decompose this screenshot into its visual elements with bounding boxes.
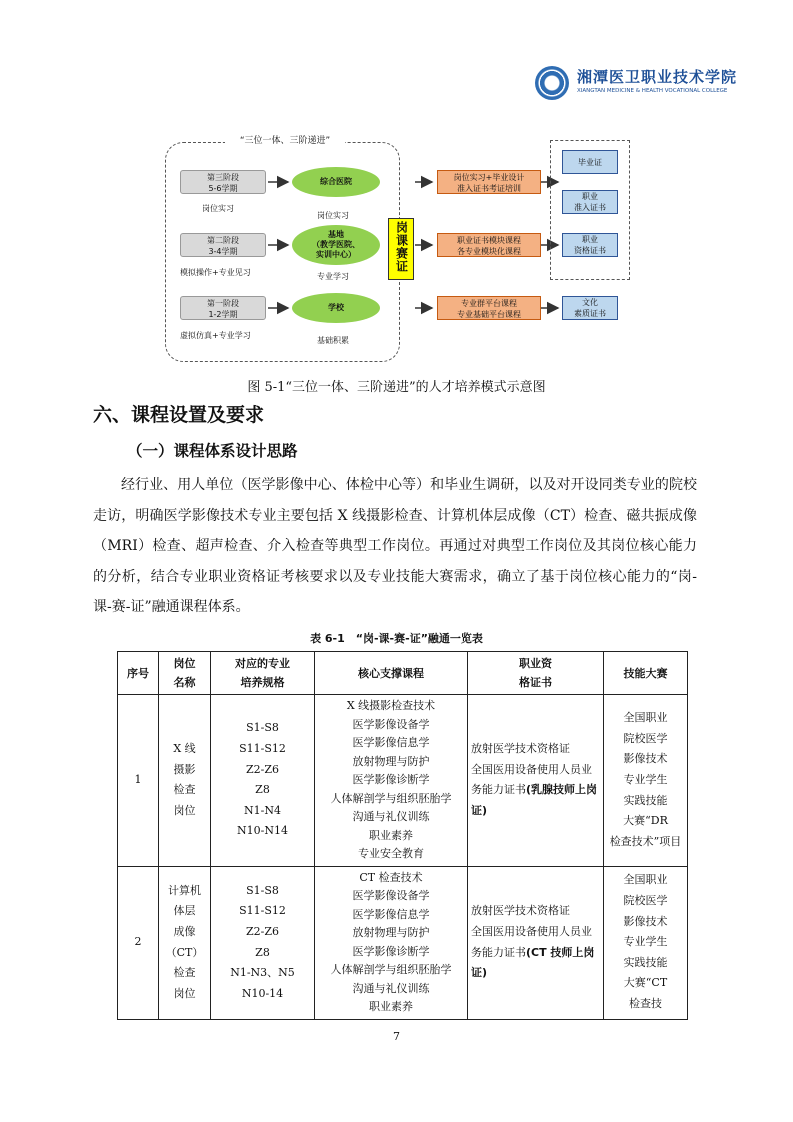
- place-ellipse: 基地 （教学医院、 实训中心）: [292, 225, 380, 265]
- course-box: 岗位实习+毕业设计 准入证书考证培训: [437, 170, 541, 194]
- certificate-text: 放射医学技术资格证 全国医用设备使用人员业务能力证书: [471, 904, 592, 959]
- college-name-cn: 湘潭医卫职业技术学院: [577, 68, 738, 86]
- frame-label: “三位一体、三阶递进”: [225, 133, 345, 149]
- header-cell: 对应的专业 培养规格: [211, 652, 315, 695]
- header-cell: 职业资 格证书: [468, 652, 604, 695]
- course-box: 职业证书模块课程 各专业模块化课程: [437, 233, 541, 257]
- core-courses: X 线摄影检查技术 医学影像设备学 医学影像信息学 放射物理与防护 医学影像诊断学 人体解剖学与组织胚胎学 沟通与礼仪训练 职业素养 专业安全教育: [315, 695, 468, 867]
- stage-box: [180, 170, 266, 194]
- college-emblem-icon: [535, 66, 569, 100]
- place-ellipse: 综合医院: [292, 167, 380, 197]
- stage-semesters: 3-4学期: [208, 247, 238, 256]
- subsection-heading: （一）课程体系设计思路: [127, 442, 298, 460]
- college-name-en: XIANGTAN MEDICINE & HEALTH VOCATIONAL COLLEGE: [577, 88, 728, 94]
- certificate-highlight: (CT 技师上岗证): [471, 945, 595, 980]
- college-logo: [535, 66, 765, 106]
- page-number: 7: [393, 1030, 400, 1043]
- post-name: X 线 摄影 检查 岗位: [159, 695, 211, 867]
- stage-box: [180, 233, 266, 257]
- culture-certificate-box: 文化 素质证书: [562, 296, 618, 320]
- stage-title: 第一阶段: [207, 299, 239, 308]
- stage-caption: 岗位实习: [202, 204, 234, 213]
- row-number: 2: [118, 866, 159, 1019]
- stage-box: [180, 296, 266, 320]
- training-model-diagram: [160, 130, 640, 365]
- training-specs: S1-S8 S11-S12 Z2-Z6 Z8 N1-N3、N5 N10-14: [211, 866, 315, 1019]
- place-ellipse: 学校: [292, 293, 380, 323]
- header-cell: 核心支撑课程: [315, 652, 468, 695]
- post-name: 计算机 体层 成像 （CT） 检查 岗位: [159, 866, 211, 1019]
- training-specs: S1-S8 S11-S12 Z2-Z6 Z8 N1-N4 N10-N14: [211, 695, 315, 867]
- stage-caption: 虚拟仿真+专业学习: [180, 331, 251, 340]
- skills-contest: 全国职业 院校医学 影像技术 专业学生 实践技能 大赛“DR 检查技术”项目: [604, 695, 688, 867]
- post-course-contest-cert-label: [388, 218, 414, 280]
- certificate-box: 毕业证: [562, 150, 618, 174]
- skills-contest: 全国职业 院校医学 影像技术 专业学生 实践技能 大赛“CT 检查技: [604, 866, 688, 1019]
- section-heading: 六、课程设置及要求: [93, 404, 265, 426]
- header-cell: 岗位 名称: [159, 652, 211, 695]
- stage-semesters: 1-2学期: [208, 310, 238, 319]
- certificate-box: 职业 准入证书: [562, 190, 618, 214]
- table-caption: 表 6-1 “岗-课-赛-证”融通一览表: [310, 632, 483, 645]
- qualification-certificates: [468, 866, 604, 1019]
- stage-semesters: 5-6学期: [208, 184, 238, 193]
- figure-caption: 图 5-1“三位一体、三阶递进”的人才培养模式示意图: [247, 380, 546, 395]
- header-cell: 序号: [118, 652, 159, 695]
- core-courses: CT 检查技术 医学影像设备学 医学影像信息学 放射物理与防护 医学影像诊断学 人体解剖学与组织胚胎学 沟通与礼仪训练 职业素养: [315, 866, 468, 1019]
- place-caption: 基础积累: [317, 336, 349, 345]
- table-header-row: [118, 652, 688, 695]
- table-row: [118, 866, 688, 1019]
- post-course-contest-cert-table: [117, 651, 688, 1020]
- certificate-highlight: (乳腺技师上岗证): [471, 783, 598, 817]
- course-box: 专业群平台课程 专业基础平台课程: [437, 296, 541, 320]
- place-caption: 岗位实习: [317, 211, 349, 220]
- table-row: [118, 695, 688, 867]
- certificate-text: 放射医学技术资格证 全国医用设备使用人员业务能力证书: [471, 742, 592, 797]
- stage-title: 第二阶段: [207, 236, 239, 245]
- body-paragraph: 经行业、用人单位（医学影像中心、体检中心等）和毕业生调研，以及对开设同类专业的院校走访，明确医学影像技术专业主要包括 X 线摄影检查、计算机体层成像（CT）检查、磁共振成像（MRI）检查、超声检查、介入检查等典型工作岗位。再通过对典型工作岗位及其岗位核心能力的分析，结合专业职业资格证考核要求以及专业技能大赛需求，确立了基于岗位核心能力的“岗-课-赛-证”融通课程体系。: [93, 477, 697, 615]
- center-label-text: 岗课赛证: [394, 221, 409, 273]
- place-caption: 专业学习: [317, 272, 349, 281]
- stage-caption: 模拟操作+专业见习: [180, 268, 251, 277]
- row-number: 1: [118, 695, 159, 867]
- stage-title: 第三阶段: [207, 173, 239, 182]
- qualification-certificates: [468, 695, 604, 867]
- header-cell: 技能大赛: [604, 652, 688, 695]
- certificate-box: 职业 资格证书: [562, 233, 618, 257]
